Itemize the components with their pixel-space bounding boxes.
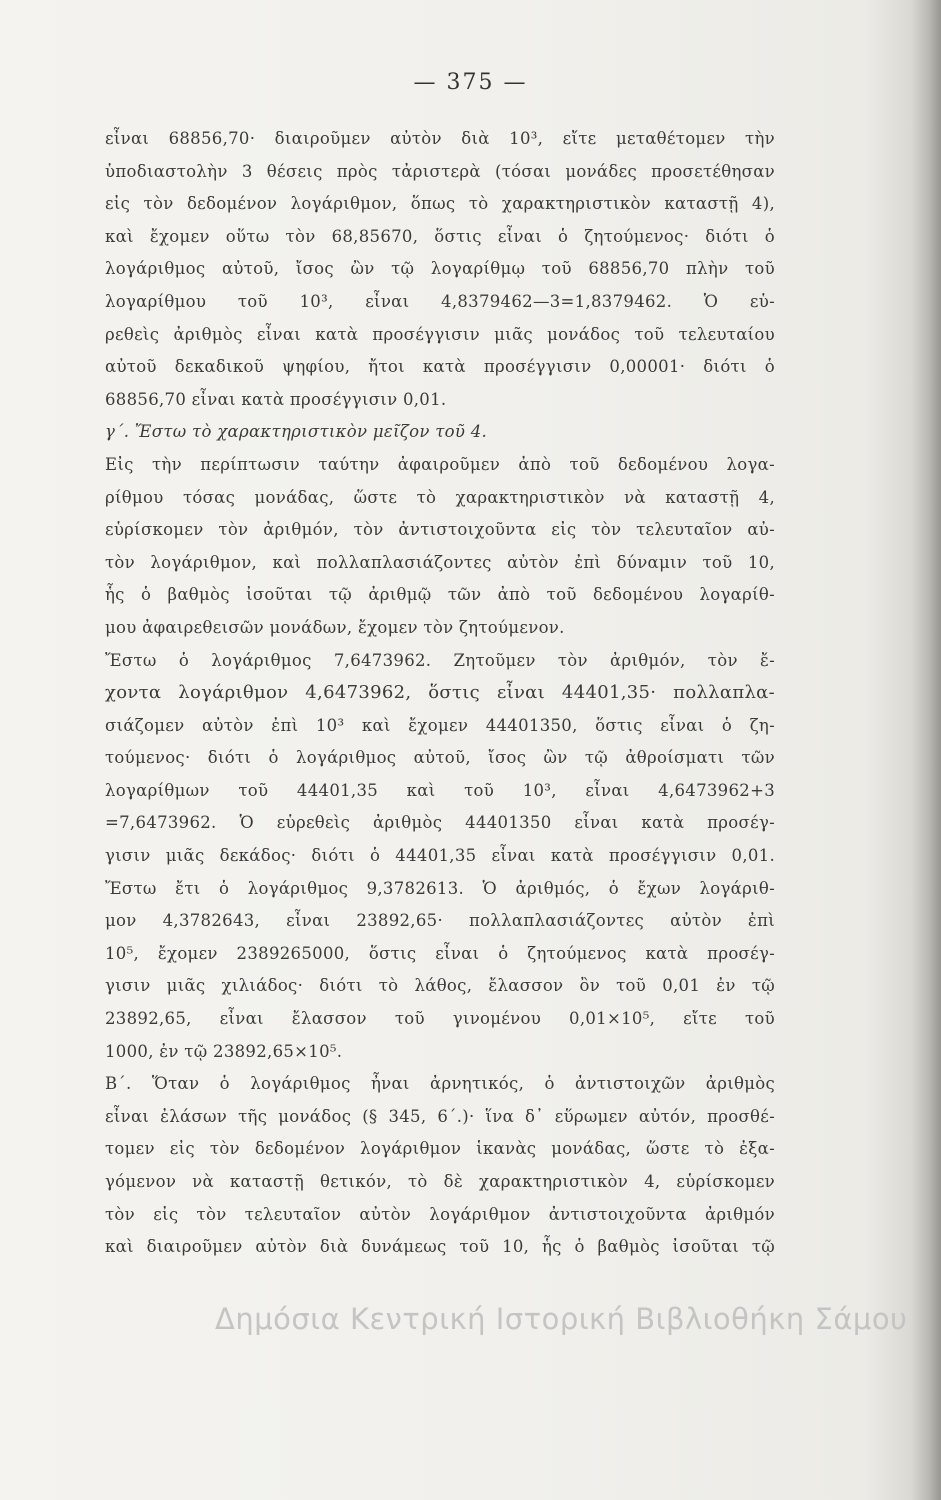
text-line: Ἔστω ὁ λογάριθμος 7,6473962. Ζητοῦμεν τὸν ἀριθμόν, τὸν ἔ- <box>105 650 775 670</box>
text-line: καὶ ἔχομεν οὕτω τὸν 68,85670, ὅστις εἶναι ὁ ζητούμενος· διότι ὁ <box>105 226 775 246</box>
text-line: Ἔστω ἔτι ὁ λογάριθμος 9,3782613. Ὁ ἀριθμός, ὁ ἔχων λογάριθ- <box>105 878 775 898</box>
text-line: 68856,70 εἶναι κατὰ προσέγγισιν 0,01. <box>105 389 447 409</box>
text-line: τομεν εἰς τὸν δεδομένον λογάριθμον ἱκανὰς μονάδας, ὥστε τὸ ἐξα- <box>105 1139 775 1159</box>
library-watermark: Δημόσια Κεντρική Ιστορική Βιβλιοθήκη Σάμου <box>215 1302 908 1336</box>
text-line: γόμενον νὰ καταστῇ θετικόν, τὸ δὲ χαρακτηριστικὸν 4, εὑρίσκομεν <box>105 1172 775 1191</box>
body-text <box>105 123 775 1264</box>
text-line: λογαρίθμων τοῦ 44401,35 καὶ τοῦ 10³, εἶναι 4,6473962+3 <box>105 780 775 800</box>
text-line: τὸν λογάριθμον, καὶ πολλαπλασιάζοντες αὐτὸν ἐπὶ δύναμιν τοῦ 10, <box>105 552 775 572</box>
text-line: ρίθμου τόσας μονάδας, ὥστε τὸ χαρακτηριστικὸν νὰ καταστῇ 4, <box>105 487 775 507</box>
text-line: αὐτοῦ δεκαδικοῦ ψηφίου, ἤτοι κατὰ προσέγγισιν 0,00001· διότι ὁ <box>105 357 775 377</box>
text-line: εἶναι ἐλάσων τῆς μονάδος (§ 345, 6΄.)· ἵνα δ᾽ εὕρωμεν αὐτόν, προσθέ- <box>105 1106 775 1126</box>
text-line: σιάζομεν αὐτὸν ἐπὶ 10³ καὶ ἔχομεν 44401350, ὅστις εἶναι ὁ ζη- <box>105 715 775 735</box>
text-line: λογάριθμος αὐτοῦ, ἴσος ὢν τῷ λογαρίθμῳ τοῦ 68856,70 πλὴν τοῦ <box>105 259 775 279</box>
text-line: 1000, ἐν τῷ 23892,65×10⁵. <box>105 1041 343 1061</box>
text-line: Εἰς τὴν περίπτωσιν ταύτην ἀφαιροῦμεν ἀπὸ τοῦ δεδομένου λογα- <box>105 454 775 474</box>
text-line: Β΄. Ὅταν ὁ λογάριθμος ἦναι ἀρνητικός, ὁ ἀντιστοιχῶν ἀριθμὸς <box>105 1074 775 1094</box>
text-line: 23892,65, εἶναι ἔλασσον τοῦ γινομένου 0,01×10⁵, εἴτε τοῦ <box>105 1009 775 1029</box>
text-line: εὑρίσκομεν τὸν ἀριθμόν, τὸν ἀντιστοιχοῦντα εἰς τὸν τελευταῖον αὐ- <box>105 520 775 540</box>
text-line: 10⁵, ἔχομεν 2389265000, ὅστις εἶναι ὁ ζητούμενος κατὰ προσέγ- <box>105 943 775 963</box>
text-line: εἰς τὸν δεδομένον λογάριθμον, ὅπως τὸ χαρακτηριστικὸν καταστῇ 4), <box>105 194 775 214</box>
text-line: μον 4,3782643, εἶναι 23892,65· πολλαπλασιάζοντες αὐτὸν ἐπὶ <box>105 911 775 931</box>
text-line: γισιν μιᾶς δεκάδος· διότι ὁ 44401,35 εἶναι κατὰ προσέγγισιν 0,01. <box>105 846 775 866</box>
text-line: λογαρίθμου τοῦ 10³, εἶναι 4,8379462—3=1,8379462. Ὁ εὑ- <box>105 291 775 311</box>
page-edge-shadow <box>911 0 941 1500</box>
text-line: μου ἀφαιρεθεισῶν μονάδων, ἔχομεν τὸν ζητούμενον. <box>105 617 565 637</box>
text-line: εἶναι 68856,70· διαιροῦμεν αὐτὸν διὰ 10³, εἴτε μεταθέτομεν τὴν <box>105 129 775 148</box>
text-line: =7,6473962. Ὁ εὑρεθεὶς ἀριθμὸς 44401350 εἶναι κατὰ προσέγ- <box>105 813 775 833</box>
text-line: καὶ διαιροῦμεν αὐτὸν διὰ δυνάμεως τοῦ 10, ἧς ὁ βαθμὸς ἰσοῦται τῷ <box>105 1237 775 1257</box>
text-line: χοντα λογάριθμον 4,6473962, ὅστις εἶναι 44401,35· πολλαπλα- <box>105 682 775 704</box>
text-line: τὸν εἰς τὸν τελευταῖον αὐτὸν λογάριθμον ἀντιστοιχοῦντα ἀριθμόν <box>105 1204 775 1224</box>
page-number: — 375 — <box>413 70 528 95</box>
text-line: ὑποδιαστολὴν 3 θέσεις πρὸς τἀριστερὰ (τόσαι μονάδες προσετέθησαν <box>105 161 775 181</box>
text-line: γισιν μιᾶς χιλιάδος· διότι τὸ λάθος, ἔλασσον ὂν τοῦ 0,01 ἐν τῷ <box>105 976 775 996</box>
text-line: ρεθεὶς ἀριθμὸς εἶναι κατὰ προσέγγισιν μιᾶς μονάδος τοῦ τελευταίου <box>105 324 775 344</box>
text-line: ἧς ὁ βαθμὸς ἰσοῦται τῷ ἀριθμῷ τῶν ἀπὸ τοῦ δεδομένου λογαρίθ- <box>105 585 775 605</box>
text-line: τούμενος· διότι ὁ λογάριθμος αὐτοῦ, ἴσος ὢν τῷ ἀθροίσματι τῶν <box>105 748 775 768</box>
section-heading: γ΄. Ἔστω τὸ χαρακτηριστικὸν μεῖζον τοῦ 4. <box>105 422 488 442</box>
